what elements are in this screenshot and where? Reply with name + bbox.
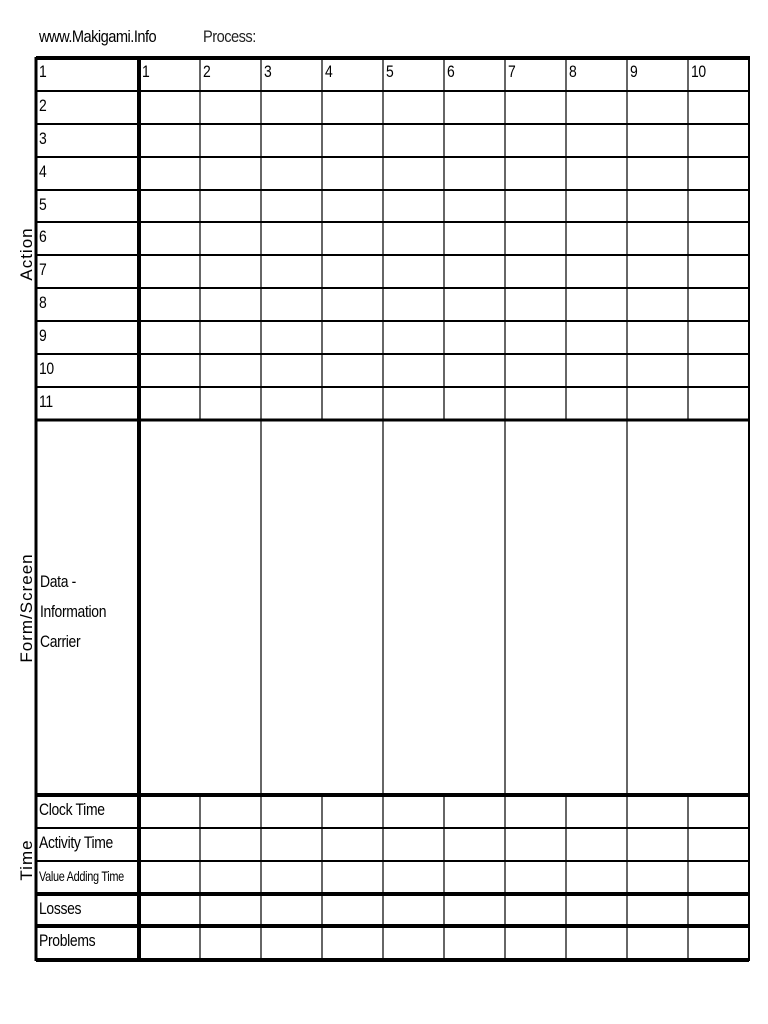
action-row-8: 8 — [39, 293, 47, 312]
clock-time-label: Clock Time — [39, 800, 105, 819]
losses-label: Losses — [39, 899, 82, 918]
action-row-7: 7 — [39, 260, 47, 279]
process-label: Process: — [203, 27, 256, 46]
action-row-11: 11 — [39, 392, 53, 411]
column-number-7: 7 — [508, 62, 516, 81]
column-number-9: 9 — [630, 62, 638, 81]
data-information-carrier-label — [40, 567, 122, 657]
activity-time-label: Activity Time — [39, 833, 113, 852]
data-carrier-line-2: Information — [40, 602, 107, 621]
data-carrier-line-3: Carrier — [40, 632, 81, 651]
problems-label: Problems — [39, 931, 96, 950]
site-url: www.Makigami.Info — [39, 27, 157, 46]
column-number-10: 10 — [691, 62, 706, 81]
time-label-text: Time — [17, 839, 36, 881]
action-row-3: 3 — [39, 129, 47, 148]
value-adding-time-label: Value Adding Time — [39, 868, 124, 884]
column-number-1: 1 — [142, 62, 150, 81]
column-number-2: 2 — [203, 62, 211, 81]
column-number-3: 3 — [264, 62, 272, 81]
column-number-5: 5 — [386, 62, 394, 81]
column-number-6: 6 — [447, 62, 455, 81]
form-screen-label-text: Form/Screen — [17, 553, 36, 663]
action-row-2: 2 — [39, 96, 47, 115]
data-carrier-line-1: Data - — [40, 572, 77, 591]
action-row-10: 10 — [39, 359, 54, 378]
action-row-4: 4 — [39, 162, 47, 181]
action-label-text: Action — [17, 227, 36, 281]
action-row-9: 9 — [39, 326, 47, 345]
column-number-4: 4 — [325, 62, 333, 81]
column-number-8: 8 — [569, 62, 577, 81]
action-row-1: 1 — [39, 62, 47, 81]
action-row-5: 5 — [39, 195, 47, 214]
action-row-6: 6 — [39, 227, 47, 246]
